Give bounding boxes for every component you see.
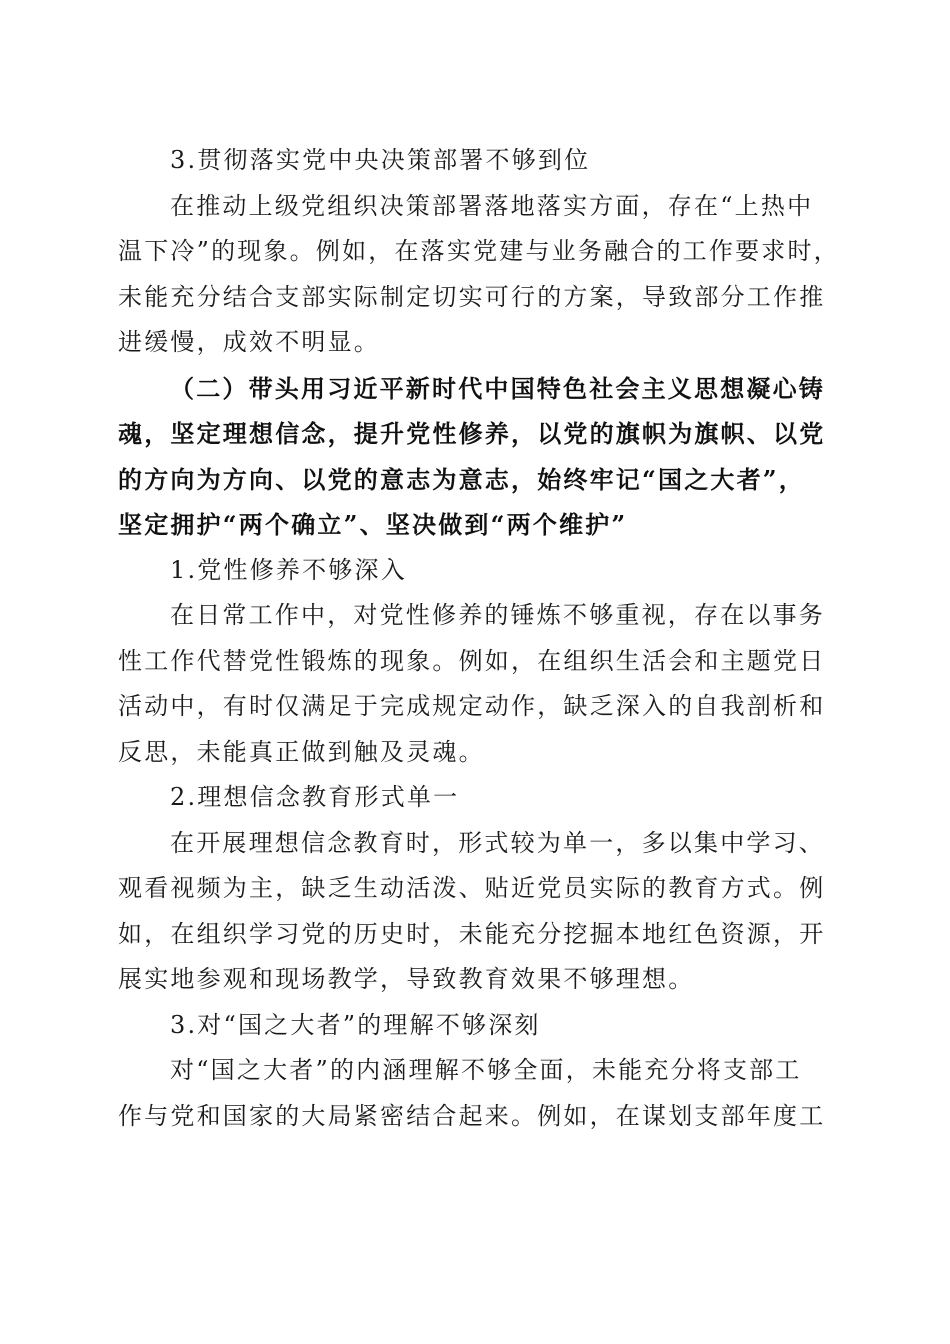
paragraph-line: 作与党和国家的大局紧密结合起来。例如，在谋划支部年度工 [118,1101,826,1130]
section-heading-line: 魂，坚定理想信念，提升党性修养，以党的旗帜为旗帜、以党 [118,419,826,448]
section-heading-2: （二）带头用习近平新时代中国特色社会主义思想凝心铸 [170,373,825,403]
section-heading-line: 的方向为方向、以党的意志为意志，始终牢记“国之大者”， [118,464,806,494]
subheading-3-national-priorities: 3.对“国之大者”的理解不够深刻 [170,1010,541,1039]
paragraph-line: 如，在组织学习党的历史时，未能充分挖掘本地红色资源，开 [118,919,826,948]
paragraph-line: 在推动上级党组织决策部署落地落实方面，存在“上热中 [170,191,814,220]
paragraph-line: 未能充分结合支部实际制定切实可行的方案，导致部分工作推 [118,282,826,311]
paragraph-line: 温下冷”的现象。例如，在落实党建与业务融合的工作要求时， [118,237,840,265]
paragraph-line: 在开展理想信念教育时，形式较为单一，多以集中学习、 [170,828,825,857]
paragraph-line: 对“国之大者”的内涵理解不够全面，未能充分将支部工 [170,1056,802,1084]
paragraph-line: 展实地参观和现场教学，导致教育效果不够理想。 [118,965,695,993]
subheading-1-party-spirit: 1.党性修养不够深入 [170,555,407,584]
paragraph-line: 观看视频为主，缺乏生动活泼、贴近党员实际的教育方式。例 [118,874,826,902]
section-heading-line: 坚定拥护“两个确立”、坚决做到“两个维护” [118,510,628,539]
paragraph-line: 在日常工作中，对党性修养的锤炼不够重视，存在以事务 [170,601,825,629]
paragraph-line: 性工作代替党性锻炼的现象。例如，在组织生活会和主题党日 [118,646,826,675]
subheading-2-ideals-education: 2.理想信念教育形式单一 [170,783,460,811]
document-body [118,138,838,1139]
paragraph-line: 活动中，有时仅满足于完成规定动作，缺乏深入的自我剖析和 [118,692,826,720]
paragraph-line: 反思，未能真正做到触及灵魂。 [118,737,485,766]
subheading-3-policy-implementation: 3.贯彻落实党中央决策部署不够到位 [170,146,591,174]
paragraph-line: 进缓慢，成效不明显。 [118,328,380,356]
